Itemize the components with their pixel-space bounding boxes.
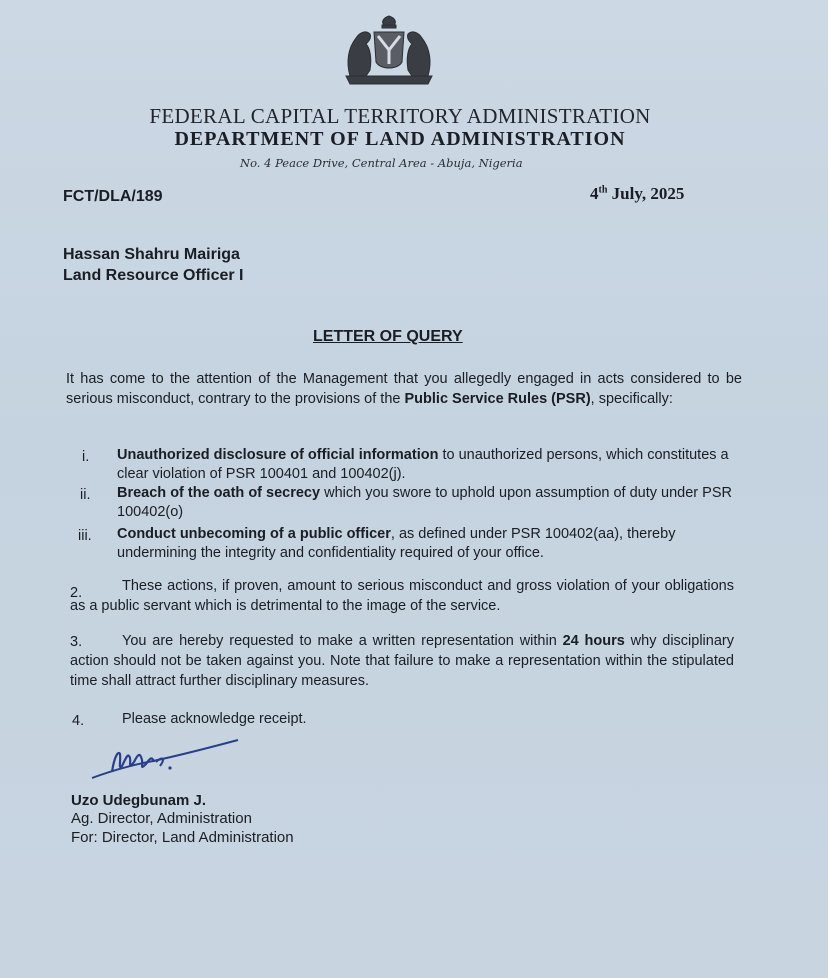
signatory-name: Uzo Udegbunam J. [71,792,207,809]
organization-name: FEDERAL CAPITAL TERRITORY ADMINISTRATION [149,104,651,128]
item-label: ii. [80,487,91,503]
reference-number: FCT/DLA/189 [63,188,163,205]
item-label: i. [82,449,90,465]
signature [88,736,248,786]
paragraph-2: These actions, if proven, amount to serious misconduct and gross violation of your obligations as a public servant which is detrimental to the image of the service. [70,578,734,614]
paragraph-number: 4. [72,713,85,729]
coat-of-arms-icon [336,14,442,86]
signatory-for: For: Director, Land Administration [71,829,294,846]
letter-subject: LETTER OF QUERY [313,328,463,345]
signatory-title: Ag. Director, Administration [71,810,252,827]
letter-date: 4th July, 2025 [590,184,685,203]
department-name: DEPARTMENT OF LAND ADMINISTRATION [174,128,626,150]
recipient-name: Hassan Shahru Mairiga [63,246,240,263]
list-item: Unauthorized disclosure of official information to unauthorized persons, which constitutes a clear violation of PSR 100401 and 100402(j). [117,447,729,482]
intro-paragraph: It has come to the attention of the Management that you allegedly engaged in acts considered to be serious misconduct, contrary to the provisions of the Public Service Rules (PSR), specifically: [66,371,742,407]
recipient-title: Land Resource Officer I [63,267,244,284]
list-item: Breach of the oath of secrecy which you swore to uphold upon assumption of duty under PSR 100402(o) [117,485,732,520]
paragraph-number: 2. [70,585,83,601]
address: No. 4 Peace Drive, Central Area - Abuja, Nigeria [240,156,523,170]
paragraph-4: Please acknowledge receipt. [122,711,307,727]
list-item: Conduct unbecoming of a public officer, as defined under PSR 100402(aa), thereby undermining the integrity and confidentiality required of your office. [117,526,676,561]
paragraph-number: 3. [70,634,83,650]
item-label: iii. [78,528,92,544]
paragraph-3: You are hereby requested to make a written representation within 24 hours why disciplinary action should not be taken against you. Note that failure to make a representation within the stipulated time shall attract further disciplinary measures. [70,633,734,689]
